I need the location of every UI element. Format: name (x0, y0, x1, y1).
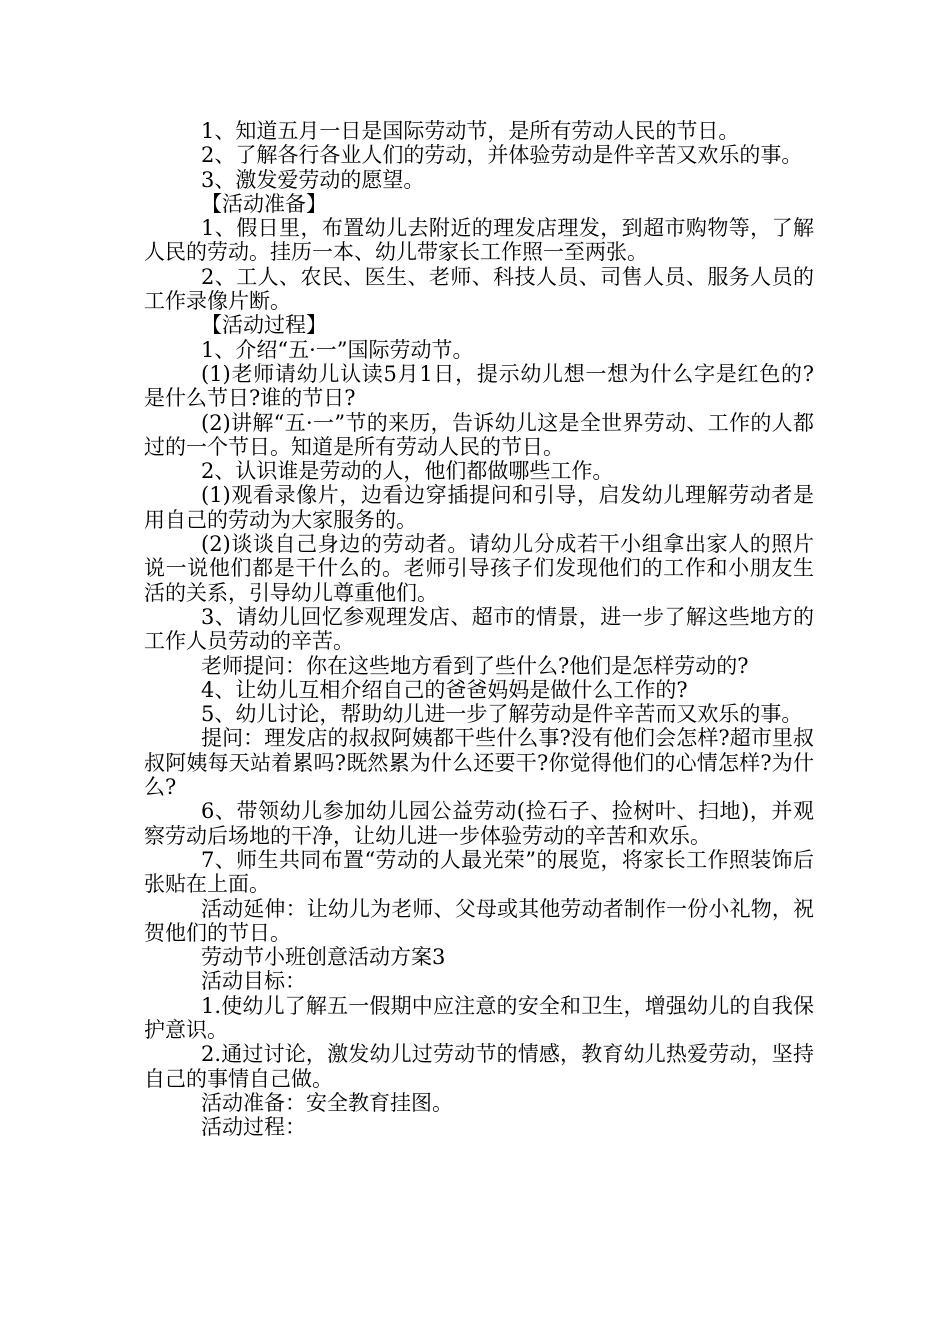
teacher-question-paragraph: 老师提问：你在这些地方看到了些什么?他们是怎样劳动的? (201, 653, 749, 678)
plan-3-process-heading: 活动过程： (201, 1115, 306, 1140)
process-step-1-paragraph: 1、介绍“五·一”国际劳动节。 (201, 337, 474, 362)
process-heading: 【活动过程】 (201, 313, 327, 338)
preparation-2-paragraph: 2、工人、农民、医生、老师、科技人员、司售人员、服务人员的工作录像片断。 (144, 264, 814, 314)
goal-2-paragraph: 2、了解各行各业人们的劳动，并体验劳动是件辛苦又欢乐的事。 (201, 143, 803, 168)
process-step-2-paragraph: 2、认识谁是劳动的人，他们都做哪些工作。 (201, 459, 614, 484)
plan-3-goals-heading: 活动目标： (201, 969, 306, 994)
questions-paragraph: 提问：理发店的叔叔阿姨都干些什么事?没有他们会怎样?超市里叔叔阿姨每天站着累吗?既然累为什么还要干?你觉得他们的心情怎样?为什么? (144, 726, 814, 800)
extension-paragraph: 活动延伸：让幼儿为老师、父母或其他劳动者制作一份小礼物，祝贺他们的节日。 (144, 896, 814, 945)
plan-3-goal-1-paragraph: 1.使幼儿了解五一假期中应注意的安全和卫生，增强幼儿的自我保护意识。 (144, 993, 814, 1042)
process-step-7-paragraph: 7、师生共同布置“劳动的人最光荣”的展览，将家长工作照装饰后张贴在上面。 (144, 847, 814, 897)
process-step-2a-paragraph: (1)观看录像片，边看边穿插提问和引导，启发幼儿理解劳动者是用自己的劳动为大家服务的。 (144, 483, 814, 532)
process-step-4-paragraph: 4、让幼儿互相介绍自己的爸爸妈妈是做什么工作的? (201, 677, 688, 702)
plan-3-title: 劳动节小班创意活动方案3 (201, 945, 446, 970)
plan-3-preparation-paragraph: 活动准备：安全教育挂图。 (201, 1090, 453, 1115)
process-step-2b-paragraph: (2)谈谈自己身边的劳动者。请幼儿分成若干小组拿出家人的照片说一说他们都是干什么的。老师引导孩子们发现他们的工作和小朋友生活的关系，引导幼儿尊重他们。 (144, 532, 814, 605)
goal-3-paragraph: 3、激发爱劳动的愿望。 (201, 167, 425, 192)
process-step-6-paragraph: 6、带领幼儿参加幼儿园公益劳动(捡石子、捡树叶、扫地)，并观察劳动后场地的干净，让幼儿进一步体验劳动的辛苦和欢乐。 (144, 799, 814, 848)
process-step-3-paragraph: 3、请幼儿回忆参观理发店、超市的情景，进一步了解这些地方的工作人员劳动的辛苦。 (144, 604, 814, 654)
preparation-heading: 【活动准备】 (201, 191, 327, 216)
preparation-1-paragraph: 1、假日里，布置幼儿去附近的理发店理发，到超市购物等，了解人民的劳动。挂历一本、幼儿带家长工作照一至两张。 (144, 216, 814, 265)
process-step-1b-paragraph: (2)讲解“五·一”节的来历，告诉幼儿这是全世界劳动、工作的人都过的一个节日。知道是所有劳动人民的节日。 (144, 410, 814, 459)
goal-1-paragraph: 1、知道五月一日是国际劳动节，是所有劳动人民的节日。 (201, 119, 740, 143)
document-body (144, 119, 814, 1139)
process-step-1a-paragraph: (1)老师请幼儿认读5月1日，提示幼儿想一想为什么字是红色的?是什么节日?谁的节日? (144, 361, 814, 411)
process-step-5-paragraph: 5、幼儿讨论，帮助幼儿进一步了解劳动是件辛苦而又欢乐的事。 (201, 702, 803, 727)
plan-3-goal-2-paragraph: 2.通过讨论，激发幼儿过劳动节的情感，教育幼儿热爱劳动，坚持自己的事情自己做。 (144, 1042, 814, 1091)
